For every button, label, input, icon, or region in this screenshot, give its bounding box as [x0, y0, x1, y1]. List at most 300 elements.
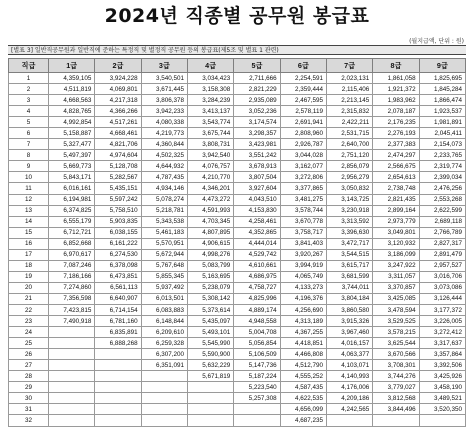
salary-cell: 4,242,565: [326, 404, 372, 415]
salary-cell: 2,254,591: [280, 73, 326, 84]
table-row: [9, 393, 466, 404]
salary-cell: 3,423,981: [234, 139, 280, 150]
salary-cell: 4,069,801: [95, 84, 141, 95]
salary-cell: 5,855,345: [141, 271, 187, 282]
salary-cell: 5,238,079: [187, 282, 233, 293]
salary-cell: 5,767,648: [141, 260, 187, 271]
salary-cell: 2,622,599: [419, 205, 465, 216]
salary-cell: 4,466,808: [280, 349, 326, 360]
pay-table-body: [9, 73, 466, 427]
salary-cell: 2,654,613: [373, 172, 419, 183]
salary-cell: 3,578,215: [373, 327, 419, 338]
table-caption: [별표 3] 일반직공무원과 일반직에 준하는 특정직 및 별정직 공무원 등의 봉급표(제5조 및 별표 1 관련): [8, 45, 466, 55]
salary-cell: 3,162,077: [280, 161, 326, 172]
salary-cell: 4,656,099: [280, 404, 326, 415]
salary-cell: 3,551,242: [234, 150, 280, 161]
salary-cell: 2,467,595: [280, 95, 326, 106]
salary-cell: 6,209,610: [141, 327, 187, 338]
salary-cell: 5,257,308: [234, 393, 280, 404]
salary-cell: 4,256,690: [280, 304, 326, 315]
salary-cell: 4,948,558: [234, 316, 280, 327]
salary-cell: [187, 382, 233, 393]
salary-cell: 4,825,996: [234, 293, 280, 304]
salary-cell: 6,640,907: [95, 293, 141, 304]
salary-cell: 5,004,708: [234, 327, 280, 338]
step-cell: 17: [9, 249, 49, 260]
step-cell: 10: [9, 172, 49, 183]
salary-cell: 2,422,211: [326, 117, 372, 128]
salary-cell: 4,668,563: [49, 95, 95, 106]
salary-cell: 4,346,201: [187, 183, 233, 194]
salary-cell: 4,974,604: [95, 150, 141, 161]
salary-cell: 2,276,193: [373, 128, 419, 139]
salary-cell: 5,343,538: [141, 216, 187, 227]
salary-cell: 2,315,832: [326, 106, 372, 117]
salary-cell: 3,458,190: [419, 382, 465, 393]
salary-cell: 4,934,146: [141, 183, 187, 194]
salary-cell: 5,187,224: [234, 371, 280, 382]
step-cell: 28: [9, 371, 49, 382]
salary-cell: 2,956,279: [326, 172, 372, 183]
salary-cell: 5,106,509: [234, 349, 280, 360]
salary-cell: 2,691,941: [280, 117, 326, 128]
salary-cell: [141, 371, 187, 382]
table-row: [9, 95, 466, 106]
salary-cell: 4,444,014: [234, 238, 280, 249]
salary-cell: 4,133,273: [280, 282, 326, 293]
salary-cell: 4,610,661: [234, 260, 280, 271]
salary-cell: 3,120,932: [373, 238, 419, 249]
salary-cell: 2,399,034: [419, 172, 465, 183]
salary-cell: [234, 415, 280, 426]
salary-cell: 4,076,757: [187, 161, 233, 172]
unit-note: (월지급액, 단위 : 원): [409, 38, 464, 45]
salary-cell: 2,751,120: [326, 150, 372, 161]
salary-cell: 3,744,276: [373, 371, 419, 382]
table-row: [9, 371, 466, 382]
salary-cell: 3,126,444: [419, 293, 465, 304]
salary-cell: 2,023,131: [326, 73, 372, 84]
salary-cell: 6,888,268: [95, 338, 141, 349]
header-step: 직급: [9, 59, 49, 73]
salary-cell: 6,083,883: [141, 304, 187, 315]
step-cell: 27: [9, 360, 49, 371]
step-cell: 5: [9, 117, 49, 128]
table-row: [9, 172, 466, 183]
salary-cell: 3,744,011: [326, 282, 372, 293]
salary-cell: 6,013,501: [141, 293, 187, 304]
salary-cell: 3,670,566: [373, 349, 419, 360]
salary-cell: 2,578,119: [280, 106, 326, 117]
table-row: [9, 227, 466, 238]
salary-cell: 2,566,675: [373, 161, 419, 172]
salary-cell: 2,553,268: [419, 194, 465, 205]
step-cell: 21: [9, 293, 49, 304]
salary-cell: 3,298,357: [234, 128, 280, 139]
salary-cell: 4,217,318: [95, 95, 141, 106]
salary-cell: 3,044,028: [280, 150, 326, 161]
salary-cell: 2,808,960: [280, 128, 326, 139]
salary-cell: 2,154,073: [419, 139, 465, 150]
table-row: [9, 216, 466, 227]
salary-cell: 3,671,445: [141, 84, 187, 95]
table-row: [9, 360, 466, 371]
salary-cell: 2,115,406: [326, 84, 372, 95]
salary-cell: 2,078,187: [373, 106, 419, 117]
table-row: [9, 316, 466, 327]
salary-cell: 4,209,186: [326, 393, 372, 404]
salary-cell: [49, 349, 95, 360]
salary-cell: 6,561,113: [95, 282, 141, 293]
salary-cell: [49, 338, 95, 349]
salary-cell: 3,317,637: [419, 338, 465, 349]
salary-cell: 2,821,229: [234, 84, 280, 95]
salary-cell: 3,540,501: [141, 73, 187, 84]
table-row: [9, 404, 466, 415]
salary-cell: 3,860,580: [326, 304, 372, 315]
header-grade-3: 3급: [141, 59, 187, 73]
salary-cell: 4,787,435: [141, 172, 187, 183]
salary-cell: 4,622,535: [280, 393, 326, 404]
salary-cell: 6,852,668: [49, 238, 95, 249]
salary-cell: 1,921,372: [373, 84, 419, 95]
salary-cell: 3,472,717: [326, 238, 372, 249]
salary-cell: 4,210,770: [187, 172, 233, 183]
step-cell: 2: [9, 84, 49, 95]
header-grade-4: 4급: [187, 59, 233, 73]
salary-cell: 6,274,530: [95, 249, 141, 260]
salary-cell: 3,758,717: [280, 227, 326, 238]
salary-cell: 2,689,118: [419, 216, 465, 227]
salary-cell: 2,045,411: [419, 128, 465, 139]
salary-cell: 5,545,990: [187, 338, 233, 349]
salary-cell: 3,034,423: [187, 73, 233, 84]
salary-cell: 4,998,276: [187, 249, 233, 260]
table-row: [9, 304, 466, 315]
salary-cell: 3,920,267: [280, 249, 326, 260]
salary-cell: 7,186,166: [49, 271, 95, 282]
salary-cell: 3,844,496: [373, 404, 419, 415]
salary-cell: 7,274,860: [49, 282, 95, 293]
header-grade-5: 5급: [234, 59, 280, 73]
salary-cell: 5,903,835: [95, 216, 141, 227]
salary-cell: 6,161,222: [95, 238, 141, 249]
salary-cell: 3,052,236: [234, 106, 280, 117]
salary-cell: 2,176,235: [373, 117, 419, 128]
salary-cell: [95, 404, 141, 415]
salary-cell: 5,493,101: [187, 327, 233, 338]
salary-cell: 5,632,229: [187, 360, 233, 371]
salary-cell: 2,766,789: [419, 227, 465, 238]
salary-cell: 4,992,854: [49, 117, 95, 128]
table-row: [9, 84, 466, 95]
salary-cell: 5,435,097: [187, 316, 233, 327]
salary-cell: 4,367,255: [280, 327, 326, 338]
table-row: [9, 194, 466, 205]
salary-cell: 2,891,479: [419, 249, 465, 260]
salary-cell: 2,476,256: [419, 183, 465, 194]
salary-cell: 2,359,444: [280, 84, 326, 95]
salary-cell: 4,686,975: [234, 271, 280, 282]
header-grade-6: 6급: [280, 59, 326, 73]
salary-cell: 3,806,378: [141, 95, 187, 106]
header-grade-2: 2급: [95, 59, 141, 73]
salary-cell: 4,821,706: [95, 139, 141, 150]
table-row: [9, 183, 466, 194]
header-grade-1: 1급: [49, 59, 95, 73]
salary-cell: 5,669,773: [49, 161, 95, 172]
table-row: [9, 161, 466, 172]
salary-cell: [234, 404, 280, 415]
salary-cell: 3,230,918: [326, 205, 372, 216]
salary-cell: 5,843,171: [49, 172, 95, 183]
salary-cell: 5,461,183: [141, 227, 187, 238]
salary-cell: 3,678,913: [234, 161, 280, 172]
salary-cell: 1,845,284: [419, 84, 465, 95]
salary-cell: 4,906,615: [187, 238, 233, 249]
salary-cell: 3,924,228: [95, 73, 141, 84]
salary-cell: [95, 349, 141, 360]
salary-cell: [419, 415, 465, 426]
salary-cell: 4,668,461: [95, 128, 141, 139]
salary-cell: [141, 393, 187, 404]
step-cell: 22: [9, 304, 49, 315]
table-row: [9, 327, 466, 338]
salary-cell: 2,233,765: [419, 150, 465, 161]
salary-cell: 3,927,604: [234, 183, 280, 194]
salary-cell: 5,497,397: [49, 150, 95, 161]
salary-cell: 6,378,098: [95, 260, 141, 271]
salary-cell: 3,174,574: [234, 117, 280, 128]
salary-cell: [95, 415, 141, 426]
salary-cell: 2,474,297: [373, 150, 419, 161]
salary-cell: 2,738,748: [373, 183, 419, 194]
header-grade-9: 9급: [419, 59, 465, 73]
salary-cell: 2,640,700: [326, 139, 372, 150]
step-cell: 16: [9, 238, 49, 249]
salary-cell: 4,703,345: [187, 216, 233, 227]
salary-cell: 4,219,773: [141, 128, 187, 139]
salary-cell: 4,758,727: [234, 282, 280, 293]
salary-cell: 1,923,537: [419, 106, 465, 117]
salary-cell: 4,196,376: [280, 293, 326, 304]
salary-cell: 3,396,630: [326, 227, 372, 238]
salary-cell: 5,128,708: [95, 161, 141, 172]
salary-cell: 3,247,922: [373, 260, 419, 271]
salary-cell: 3,425,085: [373, 293, 419, 304]
salary-cell: 3,272,806: [280, 172, 326, 183]
step-cell: 9: [9, 161, 49, 172]
salary-cell: 5,147,736: [234, 360, 280, 371]
step-cell: 12: [9, 194, 49, 205]
salary-cell: [49, 404, 95, 415]
step-cell: 31: [9, 404, 49, 415]
salary-cell: 3,675,744: [187, 128, 233, 139]
salary-cell: 3,529,525: [373, 316, 419, 327]
salary-cell: [49, 360, 95, 371]
salary-cell: 3,779,027: [373, 382, 419, 393]
salary-cell: 4,889,174: [234, 304, 280, 315]
salary-cell: 4,043,510: [234, 194, 280, 205]
salary-cell: 5,218,781: [141, 205, 187, 216]
table-row: [9, 249, 466, 260]
salary-cell: 4,153,830: [234, 205, 280, 216]
step-cell: 25: [9, 338, 49, 349]
salary-cell: 1,866,474: [419, 95, 465, 106]
step-cell: 6: [9, 128, 49, 139]
salary-cell: 1,861,058: [373, 73, 419, 84]
salary-cell: 2,973,779: [373, 216, 419, 227]
step-cell: 19: [9, 271, 49, 282]
salary-cell: [95, 382, 141, 393]
salary-cell: 4,103,071: [326, 360, 372, 371]
salary-cell: 6,555,179: [49, 216, 95, 227]
salary-cell: 3,808,731: [187, 139, 233, 150]
salary-cell: [141, 415, 187, 426]
salary-cell: 2,899,164: [373, 205, 419, 216]
salary-cell: 6,970,617: [49, 249, 95, 260]
salary-cell: 5,083,799: [187, 260, 233, 271]
salary-cell: 3,049,801: [373, 227, 419, 238]
salary-cell: 5,056,854: [234, 338, 280, 349]
salary-cell: 5,158,887: [49, 128, 95, 139]
salary-cell: 4,687,235: [280, 415, 326, 426]
salary-cell: 5,570,951: [141, 238, 187, 249]
step-cell: 18: [9, 260, 49, 271]
salary-cell: 4,644,932: [141, 161, 187, 172]
salary-cell: [49, 393, 95, 404]
salary-cell: 3,578,744: [280, 205, 326, 216]
salary-cell: 2,711,666: [234, 73, 280, 84]
step-cell: 24: [9, 327, 49, 338]
salary-cell: 2,319,774: [419, 161, 465, 172]
salary-cell: 4,502,325: [141, 150, 187, 161]
header-row: [9, 59, 466, 73]
step-cell: 15: [9, 227, 49, 238]
salary-cell: 6,016,161: [49, 183, 95, 194]
step-cell: 30: [9, 393, 49, 404]
salary-cell: [326, 415, 372, 426]
salary-cell: 3,425,926: [419, 371, 465, 382]
salary-cell: 3,967,460: [326, 327, 372, 338]
salary-cell: 4,352,865: [234, 227, 280, 238]
salary-cell: 3,520,350: [419, 404, 465, 415]
table-row: [9, 139, 466, 150]
salary-cell: 4,512,790: [280, 360, 326, 371]
salary-cell: 6,307,200: [141, 349, 187, 360]
salary-cell: 5,308,142: [187, 293, 233, 304]
step-cell: 8: [9, 150, 49, 161]
salary-cell: 3,016,706: [419, 271, 465, 282]
salary-cell: 4,016,157: [326, 338, 372, 349]
salary-cell: 3,670,778: [280, 216, 326, 227]
salary-cell: [187, 404, 233, 415]
step-cell: 26: [9, 349, 49, 360]
salary-cell: 4,418,851: [280, 338, 326, 349]
table-row: [9, 260, 466, 271]
salary-cell: 5,163,695: [187, 271, 233, 282]
salary-cell: 4,063,377: [326, 349, 372, 360]
step-cell: 23: [9, 316, 49, 327]
salary-cell: 2,926,787: [280, 139, 326, 150]
table-row: [9, 338, 466, 349]
salary-cell: 1,825,695: [419, 73, 465, 84]
step-cell: 3: [9, 95, 49, 106]
salary-cell: 4,313,189: [280, 316, 326, 327]
salary-cell: 6,038,155: [95, 227, 141, 238]
salary-cell: 3,994,919: [280, 260, 326, 271]
salary-cell: 5,672,944: [141, 249, 187, 260]
salary-cell: 5,671,819: [187, 371, 233, 382]
salary-cell: 6,835,891: [95, 327, 141, 338]
salary-cell: 4,529,742: [234, 249, 280, 260]
salary-cell: 4,366,266: [95, 106, 141, 117]
page-title: 2024년 직종별 공무원 봉급표: [104, 5, 370, 27]
salary-cell: 2,856,079: [326, 161, 372, 172]
salary-cell: 3,841,403: [280, 238, 326, 249]
salary-cell: 3,681,599: [326, 271, 372, 282]
salary-cell: 3,478,594: [373, 304, 419, 315]
salary-cell: 4,473,272: [187, 194, 233, 205]
salary-cell: 4,591,993: [187, 205, 233, 216]
salary-cell: 2,957,527: [419, 260, 465, 271]
salary-cell: 5,078,274: [141, 194, 187, 205]
salary-cell: [141, 382, 187, 393]
salary-cell: 5,597,242: [95, 194, 141, 205]
salary-cell: 4,828,765: [49, 106, 95, 117]
salary-cell: 4,587,435: [280, 382, 326, 393]
salary-cell: 4,140,993: [326, 371, 372, 382]
table-row: [9, 205, 466, 216]
header-grade-8: 8급: [373, 59, 419, 73]
salary-cell: 3,942,540: [187, 150, 233, 161]
salary-cell: 3,050,832: [326, 183, 372, 194]
table-row: [9, 271, 466, 282]
salary-cell: 5,223,540: [234, 382, 280, 393]
salary-cell: 7,423,815: [49, 304, 95, 315]
table-row: [9, 73, 466, 84]
salary-cell: 3,544,515: [326, 249, 372, 260]
table-row: [9, 106, 466, 117]
salary-cell: 5,435,151: [95, 183, 141, 194]
salary-cell: 7,490,918: [49, 316, 95, 327]
salary-cell: 4,065,749: [280, 271, 326, 282]
salary-cell: 4,359,105: [49, 73, 95, 84]
salary-cell: 4,555,252: [280, 371, 326, 382]
salary-cell: 3,377,865: [280, 183, 326, 194]
salary-cell: 3,143,725: [326, 194, 372, 205]
salary-cell: 3,708,301: [373, 360, 419, 371]
salary-cell: 3,804,184: [326, 293, 372, 304]
step-cell: 14: [9, 216, 49, 227]
salary-cell: 6,259,328: [141, 338, 187, 349]
salary-cell: 4,517,261: [95, 117, 141, 128]
salary-cell: 3,915,326: [326, 316, 372, 327]
salary-cell: 3,481,275: [280, 194, 326, 205]
salary-cell: 6,148,844: [141, 316, 187, 327]
salary-cell: 3,942,233: [141, 106, 187, 117]
salary-cell: [49, 327, 95, 338]
header-grade-7: 7급: [326, 59, 372, 73]
salary-cell: 6,714,154: [95, 304, 141, 315]
salary-cell: 4,360,844: [141, 139, 187, 150]
salary-cell: 2,531,715: [326, 128, 372, 139]
salary-cell: 5,282,567: [95, 172, 141, 183]
table-row: [9, 382, 466, 393]
salary-cell: 3,489,521: [419, 393, 465, 404]
table-row: [9, 150, 466, 161]
salary-cell: 3,177,372: [419, 304, 465, 315]
